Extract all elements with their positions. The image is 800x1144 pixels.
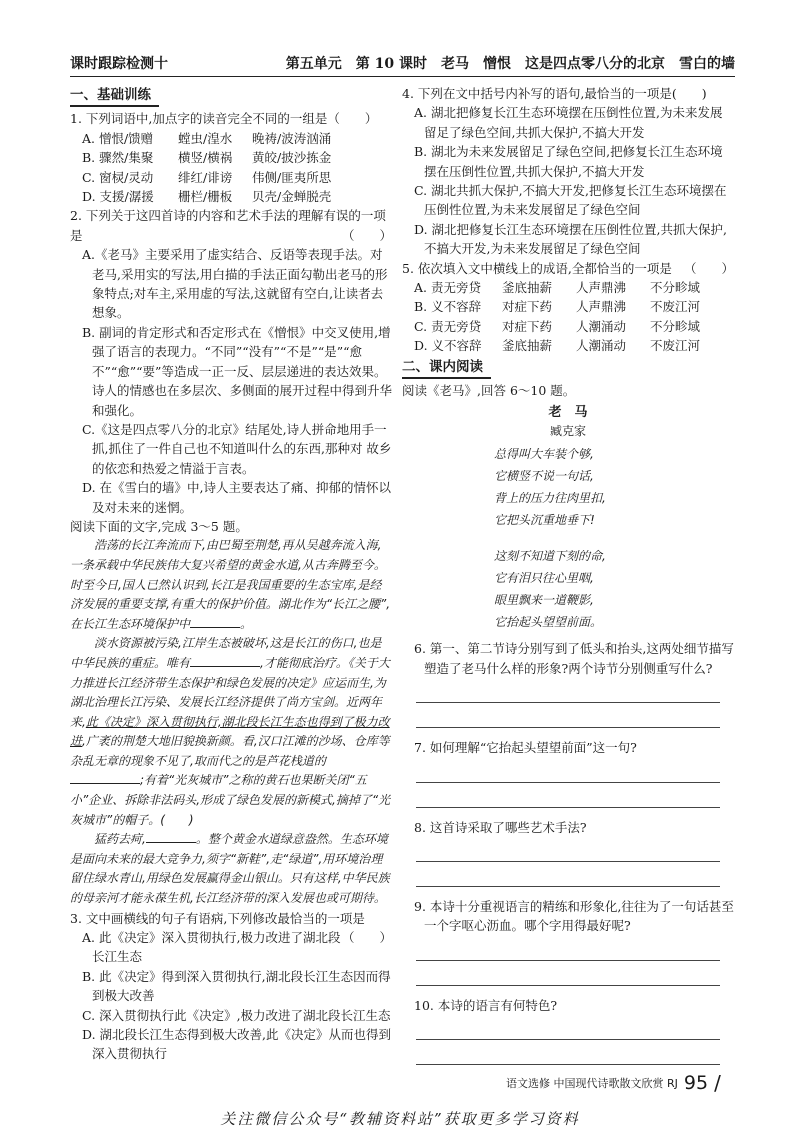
q3-option-d: D. 湖北段长江生态得到极大改善,此《决定》从而也得到深入贯彻执行 (82, 1027, 391, 1062)
header-right: 第五单元 第 10 课时 老马 憎恨 这是四点零八分的北京 雪白的墙 (285, 56, 735, 72)
answer-line[interactable] (416, 973, 720, 986)
question-7: 7. 如何理解“它抬起头望望前面”这一句? (414, 740, 637, 756)
q2-option-a: A.《老马》主要采用了虚实结合、反语等表现手法。对老马,采用实的写法,用白描的手法正面勾勒出老马的形象特点;对车主,采用虚的写法,这就留有空白,让读者去想象。 (82, 247, 388, 321)
blank-2 (190, 654, 260, 667)
answer-line[interactable] (416, 1027, 720, 1040)
answer-line[interactable] (416, 795, 720, 808)
question-2: 2. 下列关于这四首诗的内容和艺术手法的理解有误的一项是 （ ） (70, 206, 392, 245)
underlined-sentence: 此《决定》深入贯彻执行,湖北段长江生态也得到了极力改进 (70, 714, 390, 749)
section-reading: 二、课内阅读 (402, 358, 491, 379)
question-10: 10. 本诗的语言有何特色? (414, 997, 558, 1013)
q4-option-b: B. 湖北为未来发展留足了绿色空间,把修复长江生态环境摆在压倒性位置,共抓大保护,不搞大开发 (414, 144, 723, 179)
answer-line[interactable] (416, 770, 720, 783)
poem-stanza-1: 总得叫大车装个够, 它横竖不说一句话, 背上的压力往肉里扣, 它把头沉重地垂下! (494, 447, 606, 528)
answer-line[interactable] (416, 715, 720, 728)
passage-paragraph-1: 浩荡的长江奔流而下,由巴蜀至荆楚,再从吴越奔流入海,一条承载中华民族伟大复兴希望的黄金水道,从古奔腾至今。时至今日,国人已然认识到,长江是我国重要的生态宝库,是经济发展的重要支撑,有重大的保护价值。湖北作为“长江之腰”,在长江生态环境保护中 。 (70, 538, 391, 631)
reading-intro-6-10: 阅读《老马》,回答 6～10 题。 (402, 383, 576, 399)
q5-option-a: A. 责无旁贷 釜底抽薪 人声鼎沸 不分畛域 (414, 280, 701, 296)
page-footer (506, 1071, 721, 1095)
passage-paragraph-3: 猛药去疴, 。整个黄金水道绿意盎然。生态环境是面向未来的最大竞争力,须字“新鞋”,走“绿道”,用环境治理留住绿水青山,用绿色发展赢得金山银山。只有这样,中华民族的母亲河才能永葆生机,长江经济带的深入发展也或可期待。 (70, 832, 390, 906)
right-column (402, 84, 734, 1065)
blank-1 (190, 615, 240, 628)
book-title: 语文选修 中国现代诗歌散文欣赏 RJ (506, 1077, 678, 1090)
q1-options (70, 129, 392, 207)
q1-option-d: D. 支援/潺援 栅栏/栅板 贝壳/金蝉脱壳 (82, 189, 332, 205)
answer-paren: （ ） (341, 930, 392, 946)
bottom-watermark-note: 关注微信公众号“教辅资料站”获取更多学习资料 (220, 1110, 580, 1128)
q5-option-c: C. 责无旁贷 对症下药 人潮涌动 不分畛域 (414, 318, 701, 334)
q3-option-b: B. 此《决定》得到深入贯彻执行,湖北段长江生态因而得到极大改善 (82, 968, 391, 1004)
q3-option-c: C. 深入贯彻执行此《决定》,极力改进了湖北段长江生态 (82, 1007, 391, 1023)
question-4: 4. 下列在文中括号内补写的语句,最恰当的一项是( ) (402, 86, 707, 101)
q5-option-b: B. 义不容辞 对症下药 人声鼎沸 不废江河 (414, 299, 701, 315)
q4-option-d: D. 湖北把修复长江生态环境摆在压倒性位置,共抓大保护,不搞大开发,为未来发展留足了绿色空间 (414, 221, 727, 257)
q5-options (402, 278, 734, 356)
question-3: 3. 文中画横线的句子有语病,下列修改最恰当的一项是 （ ） (70, 909, 392, 928)
question-1: 1. 下列词语中,加点字的读音完全不同的一组是（ ） (70, 111, 378, 127)
answer-line[interactable] (416, 690, 720, 703)
question-5: 5. 依次填入文中横线上的成语,全都恰当的一项是 （ ） (402, 259, 734, 278)
reading-intro-3-5: 阅读下面的文字,完成 3～5 题。 (70, 518, 248, 534)
question-6: 6. 第一、第二节诗分别写到了低头和抬头,这两处细节描写塑造了老马什么样的形象?两个诗节分别侧重写什么? (414, 641, 734, 676)
q2-option-d: D. 在《雪白的墙》中,诗人主要表达了痛、抑郁的情怀以及对未来的迷惘。 (82, 480, 391, 515)
blank-3 (70, 771, 140, 784)
q2-option-b: B. 副词的肯定形式和否定形式在《憎恨》中交叉使用,增强了语言的表现力。“不同”“没有”“不是”“是”“愈不”“愈”“要”等造成一正一反、层层递进的表达效果。诗人的情感也在多层次、多侧面的展开过程中得到升华和强化。 (82, 324, 393, 418)
passage-paragraph-2: 淡水资源被污染,江岸生态被破坏,这是长江的伤口,也是中华民族的重症。唯有 ,才能彻底治疗。《关于大力推进长江经济带生态保护和绿色发展的决定》应运而生,为湖北治理长江污染、发展长江经济提供了尚方宝剑。近两年来,此《决定》深入贯彻执行,湖北段长江生态也得到了极力改进,广袤的荆楚大地旧貌换新颜。看,汉口江滩的沙场、仓库等杂乱无章的现象不见了,取而代之的是芦花栈道的;有着“光灰城市”之称的黄石也果断关闭“五小”企业、拆除非法码头,形成了绿色发展的新模式,摘掉了“光灰城市”的帽子。( ) (70, 636, 391, 827)
poem-title: 老 马 (548, 404, 588, 420)
q4-option-a: A. 湖北把修复长江生态环境摆在压倒性位置,为未来发展留足了绿色空间,共抓大保护,不搞大开发 (414, 105, 723, 140)
q3-option-a: A. 此《决定》深入贯彻执行,极力改进了湖北段长江生态 (82, 930, 341, 965)
q2-option-c: C.《这是四点零八分的北京》结尾处,诗人拼命地用手一抓,抓住了一件自己也不知道叫什么的东西,那种对 故乡的依恋和热爱之情溢于言表。 (82, 421, 392, 476)
q1-option-a: A. 憎恨/馈赠 螳虫/湟水 晚祷/波涛汹涌 (82, 130, 332, 146)
question-9: 9. 本诗十分重视语言的精练和形象化,往往为了一句话甚至一个字呕心沥血。哪个字用得最好呢? (414, 898, 734, 934)
page-number: 95 (683, 1072, 709, 1094)
q5-option-d: D. 义不容辞 釜底抽薪 人潮涌动 不废江河 (414, 338, 701, 354)
q4-option-c: C. 湖北共抓大保护,不搞大开发,把修复长江生态环境摆在压倒性位置,为未来发展留足了绿色空间 (414, 183, 727, 218)
answer-line[interactable] (416, 948, 720, 961)
footer-slash: / (714, 1071, 721, 1095)
answer-line[interactable] (416, 1052, 720, 1065)
poem-stanza-2: 这刻不知道下刻的命, 它有泪只往心里咽, 眼里飘来一道鞭影, 它抬起头望望前面。 (494, 549, 606, 630)
answer-line[interactable] (416, 874, 720, 887)
header-left: 课时跟踪检测十 (70, 56, 168, 72)
answer-paren: （ ） (341, 227, 392, 243)
q1-option-c: C. 窗棂/灵动 绯红/诽谤 伟侧/匪夷所思 (82, 169, 332, 185)
left-column (70, 84, 392, 1064)
section-basic: 一、基础训练 (70, 86, 159, 107)
q1-option-b: B. 骤然/集聚 横竖/横祸 黄皎/披沙拣金 (82, 150, 332, 166)
answer-paren: （ ） (683, 260, 734, 276)
blank-4 (146, 830, 196, 843)
page-header (70, 50, 735, 77)
question-8: 8. 这首诗采取了哪些艺术手法? (414, 819, 587, 835)
answer-line[interactable] (416, 849, 720, 862)
poem-author: 臧克家 (549, 423, 586, 438)
